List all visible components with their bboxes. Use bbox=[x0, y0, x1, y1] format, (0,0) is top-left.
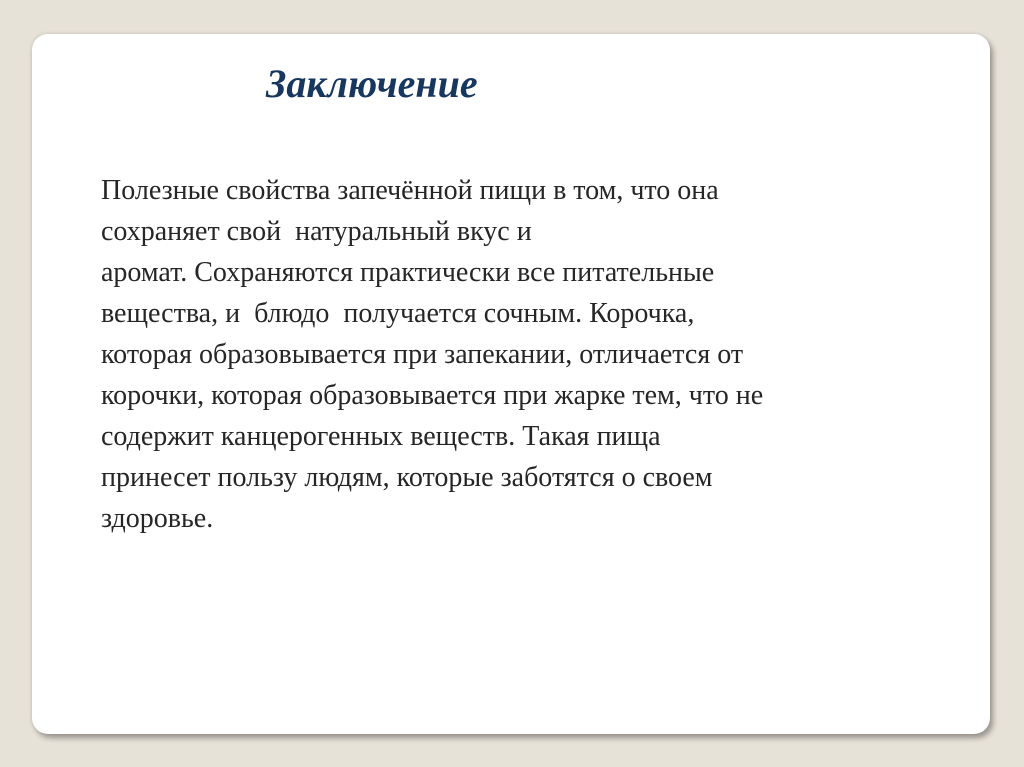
body-line: Полезные свойства запечённой пищи в том, что она bbox=[101, 175, 719, 206]
body-line: аромат. Сохраняются практически все питательные bbox=[101, 257, 715, 288]
slide-panel bbox=[32, 34, 990, 734]
body-line: которая образовывается при запекании, отличается от bbox=[101, 339, 744, 370]
body-line: вещества, и блюдо получается сочным. Корочка, bbox=[101, 298, 695, 329]
body-line: содержит канцерогенных веществ. Такая пища bbox=[101, 421, 661, 452]
slide-title: Заключение bbox=[266, 61, 478, 106]
body-line: корочки, которая образовывается при жарке тем, что не bbox=[101, 380, 764, 411]
body-line: здоровье. bbox=[101, 503, 214, 534]
body-line: сохраняет свой натуральный вкус и bbox=[101, 216, 532, 247]
body-line: принесет пользу людям, которые заботятся о своем bbox=[101, 462, 713, 493]
body-paragraph bbox=[101, 170, 961, 539]
